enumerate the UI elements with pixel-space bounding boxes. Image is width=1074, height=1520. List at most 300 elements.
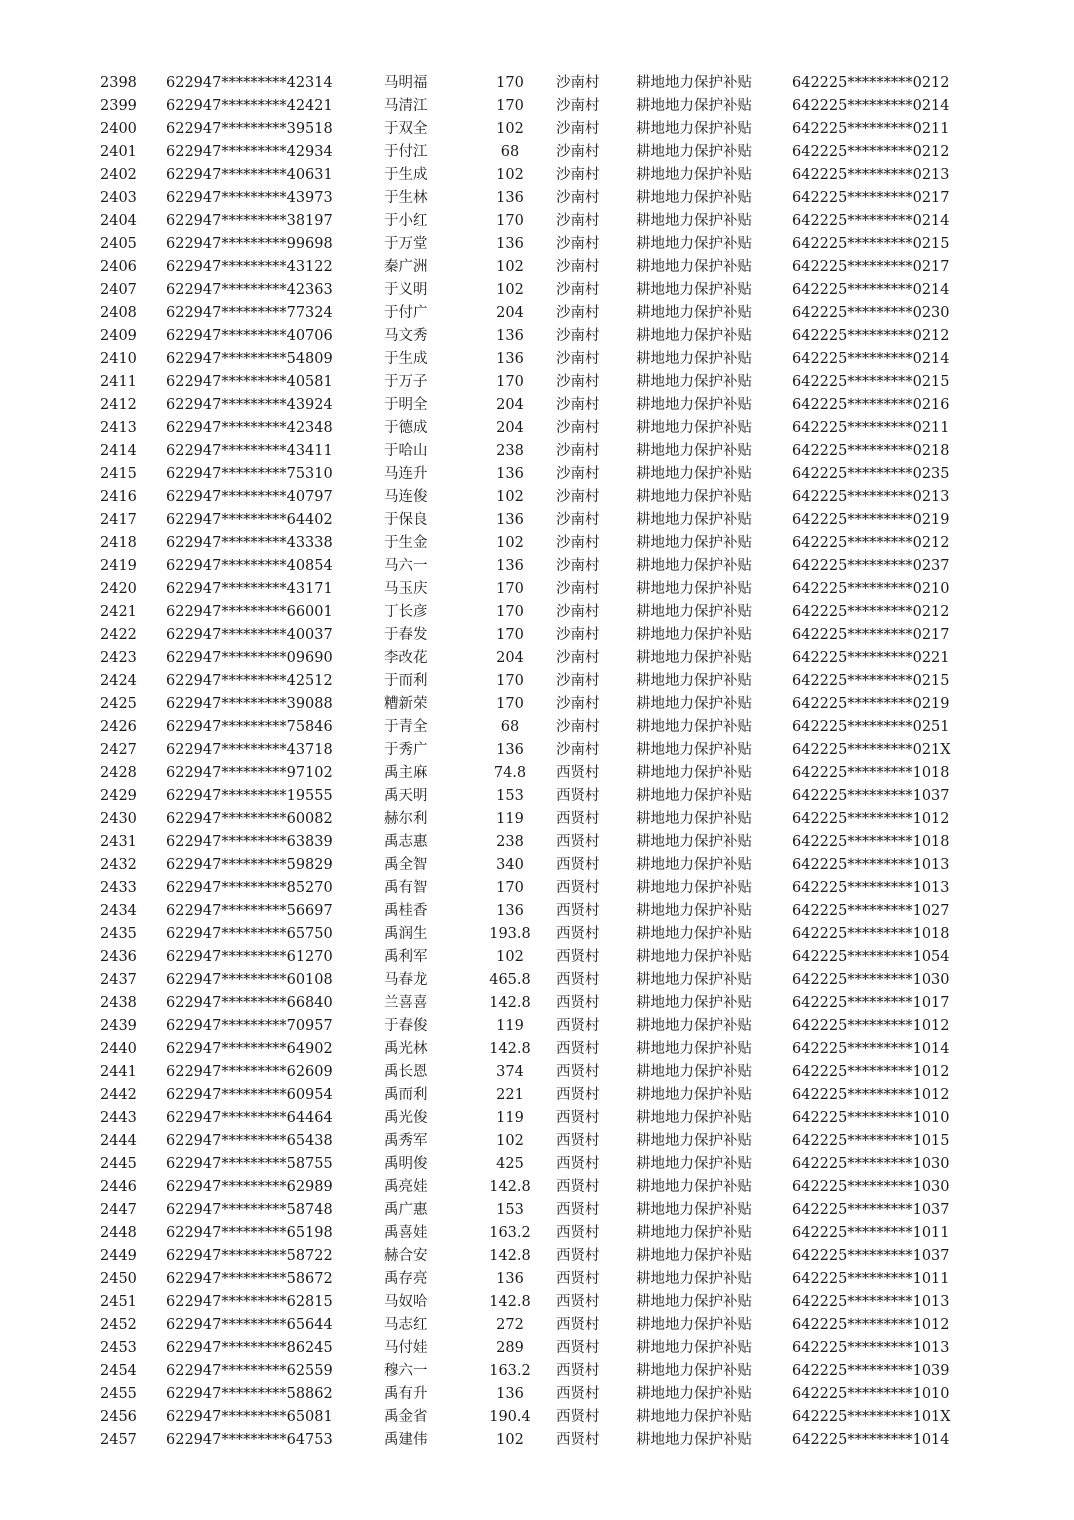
row-number: 2439 [100,1018,137,1034]
subsidy-type: 耕地地力保护补贴 [636,627,752,643]
row-number: 2455 [100,1386,137,1402]
subsidy-amount: 374 [496,1064,524,1080]
village-name: 沙南村 [556,75,600,91]
table-row [100,233,982,256]
recipient-name: 穆六一 [384,1363,428,1379]
village-name: 西贤村 [556,1294,600,1310]
row-number: 2427 [100,742,137,758]
account-number: 622947*********42512 [166,673,333,689]
account-number: 622947*********97102 [166,765,333,781]
subsidy-amount: 136 [496,558,524,574]
row-number: 2415 [100,466,137,482]
subsidy-type: 耕地地力保护补贴 [636,1110,752,1126]
recipient-name: 于而利 [384,673,428,689]
subsidy-amount: 204 [496,650,524,666]
village-name: 西贤村 [556,1225,600,1241]
subsidy-type: 耕地地力保护补贴 [636,581,752,597]
subsidy-amount: 68 [500,719,520,735]
account-number: 622947*********40631 [166,167,333,183]
village-name: 沙南村 [556,420,600,436]
table-row [100,210,982,233]
recipient-name: 禹有智 [384,880,428,896]
subsidy-type: 耕地地力保护补贴 [636,742,752,758]
id-card-number: 642225*********0217 [792,627,950,643]
row-number: 2398 [100,75,137,91]
recipient-name: 赫尔利 [384,811,428,827]
village-name: 西贤村 [556,765,600,781]
subsidy-amount: 136 [496,236,524,252]
account-number: 622947*********85270 [166,880,333,896]
row-number: 2400 [100,121,137,137]
account-number: 622947*********58748 [166,1202,333,1218]
id-card-number: 642225*********0215 [792,236,950,252]
village-name: 西贤村 [556,903,600,919]
table-row [100,716,982,739]
id-card-number: 642225*********0210 [792,581,950,597]
row-number: 2401 [100,144,137,160]
subsidy-type: 耕地地力保护补贴 [636,673,752,689]
subsidy-type: 耕地地力保护补贴 [636,880,752,896]
subsidy-type: 耕地地力保护补贴 [636,1340,752,1356]
account-number: 622947*********75310 [166,466,333,482]
recipient-name: 于生林 [384,190,428,206]
account-number: 622947*********59829 [166,857,333,873]
row-number: 2423 [100,650,137,666]
recipient-name: 禹光林 [384,1041,428,1057]
id-card-number: 642225*********0237 [792,558,950,574]
recipient-name: 马付娃 [384,1340,428,1356]
village-name: 沙南村 [556,719,600,735]
table-row [100,72,982,95]
subsidy-amount: 142.8 [489,1041,531,1057]
account-number: 622947*********70957 [166,1018,333,1034]
village-name: 西贤村 [556,1409,600,1425]
id-card-number: 642225*********0211 [792,420,950,436]
subsidy-type: 耕地地力保护补贴 [636,696,752,712]
subsidy-amount: 142.8 [489,995,531,1011]
id-card-number: 642225*********1014 [792,1041,950,1057]
recipient-name: 于秀广 [384,742,428,758]
account-number: 622947*********43973 [166,190,333,206]
village-name: 西贤村 [556,1064,600,1080]
row-number: 2404 [100,213,137,229]
account-number: 622947*********75846 [166,719,333,735]
id-card-number: 642225*********0211 [792,121,950,137]
subsidy-type: 耕地地力保护补贴 [636,811,752,827]
account-number: 622947*********66840 [166,995,333,1011]
id-card-number: 642225*********1013 [792,857,950,873]
subsidy-amount: 272 [496,1317,524,1333]
subsidy-type: 耕地地力保护补贴 [636,834,752,850]
recipient-name: 于付广 [384,305,428,321]
account-number: 622947*********64902 [166,1041,333,1057]
recipient-name: 秦广洲 [384,259,428,275]
village-name: 西贤村 [556,811,600,827]
subsidy-type: 耕地地力保护补贴 [636,259,752,275]
subsidy-type: 耕地地力保护补贴 [636,1363,752,1379]
recipient-name: 于生成 [384,351,428,367]
recipient-name: 马奴哈 [384,1294,428,1310]
row-number: 2411 [100,374,137,390]
row-number: 2451 [100,1294,137,1310]
account-number: 622947*********09690 [166,650,333,666]
account-number: 622947*********64464 [166,1110,333,1126]
table-row [100,463,982,486]
recipient-name: 于生金 [384,535,428,551]
recipient-name: 禹光俊 [384,1110,428,1126]
village-name: 西贤村 [556,1087,600,1103]
row-number: 2419 [100,558,137,574]
subsidy-amount: 136 [496,190,524,206]
village-name: 西贤村 [556,1248,600,1264]
subsidy-amount: 204 [496,305,524,321]
village-name: 沙南村 [556,489,600,505]
row-number: 2407 [100,282,137,298]
id-card-number: 642225*********0230 [792,305,950,321]
account-number: 622947*********58862 [166,1386,333,1402]
table-row [100,440,982,463]
subsidy-amount: 102 [496,949,524,965]
recipient-name: 兰喜喜 [384,995,428,1011]
id-card-number: 642225*********0216 [792,397,950,413]
table-row [100,302,982,325]
subsidy-amount: 170 [496,604,524,620]
row-number: 2434 [100,903,137,919]
id-card-number: 642225*********0218 [792,443,950,459]
subsidy-type: 耕地地力保护补贴 [636,1179,752,1195]
id-card-number: 642225*********1018 [792,765,950,781]
subsidy-type: 耕地地力保护补贴 [636,903,752,919]
account-number: 622947*********43171 [166,581,333,597]
subsidy-type: 耕地地力保护补贴 [636,857,752,873]
row-number: 2444 [100,1133,137,1149]
row-number: 2412 [100,397,137,413]
id-card-number: 642225*********1037 [792,1248,950,1264]
row-number: 2422 [100,627,137,643]
account-number: 622947*********58755 [166,1156,333,1172]
row-number: 2413 [100,420,137,436]
subsidy-amount: 170 [496,98,524,114]
recipient-name: 丁长彦 [384,604,428,620]
row-number: 2425 [100,696,137,712]
subsidy-type: 耕地地力保护补贴 [636,972,752,988]
row-number: 2457 [100,1432,137,1448]
subsidy-amount: 163.2 [489,1225,531,1241]
id-card-number: 642225*********1013 [792,1294,950,1310]
subsidy-amount: 142.8 [489,1294,531,1310]
id-card-number: 642225*********0213 [792,167,950,183]
row-number: 2450 [100,1271,137,1287]
account-number: 622947*********86245 [166,1340,333,1356]
recipient-name: 禹有升 [384,1386,428,1402]
subsidy-amount: 190.4 [489,1409,531,1425]
account-number: 622947*********62989 [166,1179,333,1195]
subsidy-type: 耕地地力保护补贴 [636,604,752,620]
subsidy-amount: 102 [496,535,524,551]
subsidy-amount: 170 [496,75,524,91]
subsidy-type: 耕地地力保护补贴 [636,1087,752,1103]
subsidy-type: 耕地地力保护补贴 [636,1064,752,1080]
row-number: 2432 [100,857,137,873]
account-number: 622947*********43924 [166,397,333,413]
account-number: 622947*********60108 [166,972,333,988]
recipient-name: 李改花 [384,650,428,666]
account-number: 622947*********40581 [166,374,333,390]
account-number: 622947*********62815 [166,1294,333,1310]
recipient-name: 于义明 [384,282,428,298]
row-number: 2421 [100,604,137,620]
row-number: 2454 [100,1363,137,1379]
account-number: 622947*********65750 [166,926,333,942]
subsidy-type: 耕地地力保护补贴 [636,305,752,321]
recipient-name: 于万子 [384,374,428,390]
recipient-name: 马明福 [384,75,428,91]
village-name: 沙南村 [556,190,600,206]
table-row [100,371,982,394]
row-number: 2442 [100,1087,137,1103]
account-number: 622947*********63839 [166,834,333,850]
account-number: 622947*********58672 [166,1271,333,1287]
village-name: 西贤村 [556,1133,600,1149]
subsidy-amount: 74.8 [493,765,527,781]
village-name: 沙南村 [556,696,600,712]
village-name: 西贤村 [556,1179,600,1195]
id-card-number: 642225*********1014 [792,1432,950,1448]
village-name: 沙南村 [556,213,600,229]
subsidy-amount: 102 [496,1133,524,1149]
recipient-name: 于青全 [384,719,428,735]
subsidy-type: 耕地地力保护补贴 [636,788,752,804]
recipient-name: 禹而利 [384,1087,428,1103]
table-row [100,831,982,854]
id-card-number: 642225*********0219 [792,512,950,528]
table-row [100,1245,982,1268]
id-card-number: 642225*********1012 [792,1064,950,1080]
recipient-name: 于保良 [384,512,428,528]
table-row [100,1268,982,1291]
village-name: 西贤村 [556,926,600,942]
recipient-name: 马文秀 [384,328,428,344]
recipient-name: 于春俊 [384,1018,428,1034]
subsidy-type: 耕地地力保护补贴 [636,443,752,459]
table-row [100,578,982,601]
subsidy-type: 耕地地力保护补贴 [636,765,752,781]
recipient-name: 马春龙 [384,972,428,988]
table-row [100,1130,982,1153]
id-card-number: 642225*********0251 [792,719,950,735]
subsidy-amount: 119 [496,1018,524,1034]
account-number: 622947*********42348 [166,420,333,436]
account-number: 622947*********39088 [166,696,333,712]
account-number: 622947*********42363 [166,282,333,298]
row-number: 2437 [100,972,137,988]
subsidy-type: 耕地地力保护补贴 [636,328,752,344]
id-card-number: 642225*********0214 [792,213,950,229]
subsidy-type: 耕地地力保护补贴 [636,1225,752,1241]
account-number: 622947*********40854 [166,558,333,574]
table-row [100,555,982,578]
table-row [100,1406,982,1429]
subsidy-amount: 170 [496,673,524,689]
subsidy-type: 耕地地力保护补贴 [636,1133,752,1149]
account-number: 622947*********54809 [166,351,333,367]
row-number: 2445 [100,1156,137,1172]
subsidy-type: 耕地地力保护补贴 [636,489,752,505]
subsidy-type: 耕地地力保护补贴 [636,236,752,252]
subsidy-amount: 136 [496,1386,524,1402]
village-name: 沙南村 [556,397,600,413]
table-row [100,394,982,417]
subsidy-type: 耕地地力保护补贴 [636,949,752,965]
subsidy-type: 耕地地力保护补贴 [636,1248,752,1264]
id-card-number: 642225*********1011 [792,1225,950,1241]
table-row [100,1107,982,1130]
village-name: 沙南村 [556,282,600,298]
row-number: 2429 [100,788,137,804]
account-number: 622947*********65438 [166,1133,333,1149]
subsidy-type: 耕地地力保护补贴 [636,1317,752,1333]
account-number: 622947*********43411 [166,443,333,459]
recipient-name: 赫合安 [384,1248,428,1264]
recipient-name: 禹亮娃 [384,1179,428,1195]
account-number: 622947*********19555 [166,788,333,804]
account-number: 622947*********65198 [166,1225,333,1241]
recipient-name: 禹秀军 [384,1133,428,1149]
id-card-number: 642225*********101X [792,1409,951,1425]
table-row [100,992,982,1015]
subsidy-type: 耕地地力保护补贴 [636,1041,752,1057]
subsidy-amount: 425 [496,1156,524,1172]
recipient-name: 于明全 [384,397,428,413]
subsidy-type: 耕地地力保护补贴 [636,995,752,1011]
subsidy-type: 耕地地力保护补贴 [636,1294,752,1310]
row-number: 2441 [100,1064,137,1080]
table-row [100,141,982,164]
account-number: 622947*********99698 [166,236,333,252]
id-card-number: 642225*********1012 [792,1018,950,1034]
table-row [100,1429,982,1452]
row-number: 2430 [100,811,137,827]
id-card-number: 642225*********1037 [792,1202,950,1218]
id-card-number: 642225*********0213 [792,489,950,505]
table-row [100,969,982,992]
village-name: 沙南村 [556,443,600,459]
account-number: 622947*********58722 [166,1248,333,1264]
subsidy-amount: 136 [496,466,524,482]
table-row [100,325,982,348]
village-name: 西贤村 [556,1202,600,1218]
village-name: 沙南村 [556,144,600,160]
id-card-number: 642225*********1012 [792,811,950,827]
row-number: 2424 [100,673,137,689]
subsidy-amount: 153 [496,788,524,804]
village-name: 西贤村 [556,1110,600,1126]
row-number: 2418 [100,535,137,551]
subsidy-amount: 193.8 [489,926,531,942]
table-row [100,1222,982,1245]
row-number: 2410 [100,351,137,367]
table-row [100,1153,982,1176]
subsidy-amount: 136 [496,742,524,758]
id-card-number: 642225*********1039 [792,1363,950,1379]
id-card-number: 642225*********1017 [792,995,950,1011]
village-name: 沙南村 [556,627,600,643]
subsidy-amount: 340 [496,857,524,873]
id-card-number: 642225*********1037 [792,788,950,804]
id-card-number: 642225*********0217 [792,259,950,275]
subsidy-type: 耕地地力保护补贴 [636,121,752,137]
subsidy-amount: 238 [496,834,524,850]
id-card-number: 642225*********1018 [792,834,950,850]
subsidy-amount: 102 [496,1432,524,1448]
subsidy-type: 耕地地力保护补贴 [636,374,752,390]
id-card-number: 642225*********1027 [792,903,950,919]
row-number: 2416 [100,489,137,505]
subsidy-type: 耕地地力保护补贴 [636,1202,752,1218]
account-number: 622947*********40797 [166,489,333,505]
account-number: 622947*********65081 [166,1409,333,1425]
subsidy-type: 耕地地力保护补贴 [636,213,752,229]
account-number: 622947*********64753 [166,1432,333,1448]
subsidy-amount: 136 [496,1271,524,1287]
village-name: 西贤村 [556,880,600,896]
recipient-name: 马玉庆 [384,581,428,597]
subsidy-amount: 465.8 [489,972,531,988]
table-row [100,1038,982,1061]
account-number: 622947*********40037 [166,627,333,643]
subsidy-type: 耕地地力保护补贴 [636,190,752,206]
row-number: 2403 [100,190,137,206]
id-card-number: 642225*********1011 [792,1271,950,1287]
row-number: 2426 [100,719,137,735]
recipient-name: 禹存亮 [384,1271,428,1287]
subsidy-amount: 163.2 [489,1363,531,1379]
subsidy-amount: 142.8 [489,1248,531,1264]
recipient-name: 于春发 [384,627,428,643]
village-name: 沙南村 [556,535,600,551]
recipient-name: 马志红 [384,1317,428,1333]
row-number: 2447 [100,1202,137,1218]
subsidy-type: 耕地地力保护补贴 [636,535,752,551]
village-name: 西贤村 [556,788,600,804]
account-number: 622947*********43122 [166,259,333,275]
village-name: 西贤村 [556,972,600,988]
table-row [100,279,982,302]
recipient-name: 糟新荣 [384,696,428,712]
subsidy-amount: 68 [500,144,520,160]
recipient-name: 禹天明 [384,788,428,804]
id-card-number: 642225*********1018 [792,926,950,942]
table-row [100,1176,982,1199]
table-row [100,739,982,762]
id-card-number: 642225*********1010 [792,1110,950,1126]
row-number: 2408 [100,305,137,321]
subsidy-amount: 153 [496,1202,524,1218]
table-row [100,1383,982,1406]
recipient-name: 禹喜娃 [384,1225,428,1241]
table-row [100,532,982,555]
table-row [100,1015,982,1038]
table-row [100,486,982,509]
village-name: 西贤村 [556,1156,600,1172]
subsidy-amount: 170 [496,374,524,390]
recipient-name: 禹主麻 [384,765,428,781]
id-card-number: 642225*********1010 [792,1386,950,1402]
id-card-number: 642225*********0214 [792,282,950,298]
row-number: 2443 [100,1110,137,1126]
account-number: 622947*********62559 [166,1363,333,1379]
village-name: 沙南村 [556,558,600,574]
